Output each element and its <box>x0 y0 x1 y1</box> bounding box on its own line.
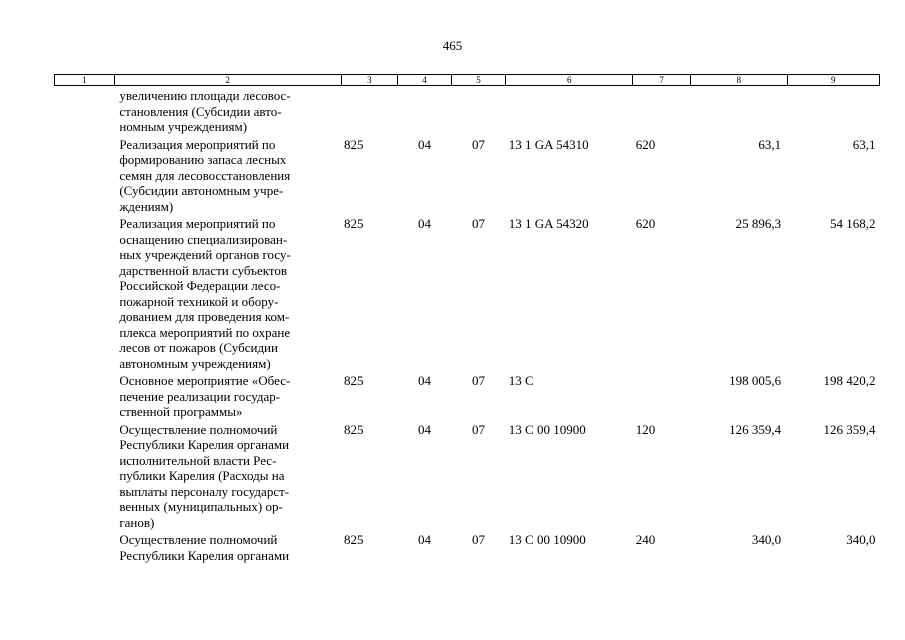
row-name: Основное мероприятие «Обес- печение реализации государ- ственной программы» <box>119 373 291 419</box>
row-expense-type: 620 <box>635 216 656 231</box>
row-expense-type: 120 <box>635 421 656 437</box>
budget-table <box>54 74 880 563</box>
column-number-9: 9 <box>787 75 879 86</box>
column-number-4: 4 <box>398 75 452 86</box>
row-amount-9: 63,1 <box>852 136 876 152</box>
row-section-code: 04 <box>417 136 431 152</box>
row-amount-8: 25 896,3 <box>735 216 782 231</box>
row-name: Реализация мероприятий по формированию запаса лесных семян для лесовосстановления (Субсидии автономным учре- ждениям) <box>119 136 291 214</box>
page-number: 465 <box>442 38 463 53</box>
row-target-article: 13 С 00 10900 <box>508 421 586 437</box>
row-section-code: 04 <box>417 532 431 547</box>
row-subsection-code: 07 <box>472 373 485 388</box>
row-target-article: 13 С 00 10900 <box>508 532 586 547</box>
row-name: Осуществление полномочий Республики Карелия органами исполнительной власти Рес- публики Карелия (Расходы на выплаты персоналу государст- венных (муниципальных) ор- ганов) <box>119 421 290 530</box>
column-number-2: 2 <box>114 75 341 86</box>
row-target-article: 13 1 GA 54320 <box>508 216 589 231</box>
row-expense-type: 620 <box>635 136 656 152</box>
row-section-code: 04 <box>417 373 431 388</box>
row-target-article: 13 1 GA 54310 <box>508 136 589 152</box>
table-row <box>55 214 880 371</box>
row-ministry-code: 825 <box>344 532 364 547</box>
column-number-1: 1 <box>55 75 115 86</box>
table-row <box>55 371 880 420</box>
table-row <box>55 420 880 531</box>
column-number-5: 5 <box>451 75 506 86</box>
row-amount-8: 198 005,6 <box>729 373 782 388</box>
row-ministry-code: 825 <box>344 136 364 152</box>
column-number-3: 3 <box>341 75 398 86</box>
row-amount-8: 126 359,4 <box>729 421 782 437</box>
row-amount-8: 340,0 <box>751 532 782 547</box>
row-target-article: 13 С <box>508 373 534 388</box>
row-amount-9: 340,0 <box>846 532 876 547</box>
row-subsection-code: 07 <box>472 136 485 152</box>
row-subsection-code: 07 <box>472 532 485 547</box>
row-subsection-code: 07 <box>472 421 485 437</box>
row-ministry-code: 825 <box>344 421 364 437</box>
row-amount-9: 126 359,4 <box>823 421 876 437</box>
row-subsection-code: 07 <box>472 216 485 231</box>
table-row <box>55 135 880 215</box>
row-ministry-code: 825 <box>344 373 364 388</box>
row-section-code: 04 <box>417 216 431 231</box>
row-amount-9: 54 168,2 <box>830 216 876 231</box>
column-number-header-row <box>55 75 880 86</box>
row-section-code: 04 <box>417 421 431 437</box>
column-number-7: 7 <box>633 75 691 86</box>
row-ministry-code: 825 <box>344 216 364 231</box>
row-amount-9: 198 420,2 <box>823 373 876 388</box>
row-name: Реализация мероприятий по оснащению специализирован- ных учреждений органов госу- дарственной власти субъектов Российской Федерации лесо- пожарной техникой и обору- дованием для проведения ком- плекса мероприятий по охране лесов от пожаров (Субсидии автономным учреждениям) <box>119 216 291 371</box>
row-amount-8: 63,1 <box>758 136 782 152</box>
column-number-6: 6 <box>506 75 633 86</box>
table-row <box>55 530 880 563</box>
continuation-row <box>55 86 880 135</box>
row-expense-type: 240 <box>635 532 656 547</box>
row-expense-type <box>633 371 691 420</box>
continuation-text: увеличению площади лесовос- становления (Субсидии авто- номным учреждениям) <box>119 88 291 134</box>
row-name: Осуществление полномочий Республики Карелия органами <box>119 532 290 563</box>
column-number-8: 8 <box>691 75 788 86</box>
